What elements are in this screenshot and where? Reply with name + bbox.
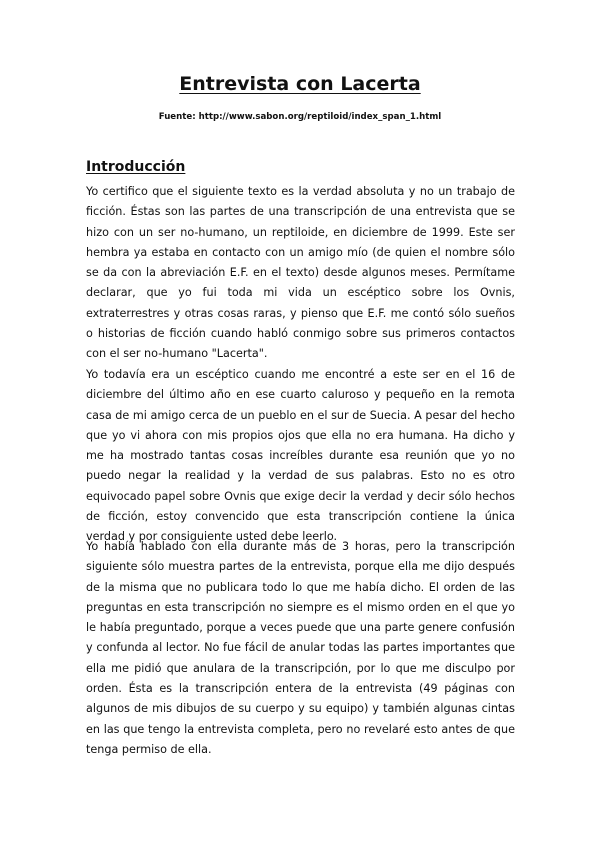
paragraph-1: Yo certifico que el siguiente texto es la verdad absoluta y no un trabajo de ficción. Éstas son las partes de una transcripción de una entrevista que se hizo con un ser no-humano, un reptiloide, en diciembre de 1999. Este ser hembra ya estaba en contacto con un amigo mío (de quien el nombre sólo se da con la abreviación E.F. en el texto) desde algunos meses. Permítame declarar, que yo fui toda mi vida un escéptico sobre los Ovnis, extraterrestres y otras cosas raras, y pienso que E.F. me contó sólo sueños o historias de ficción cuando habló conmigo sobre sus primeros contactos con el ser no-humano "Lacerta". [86, 185, 515, 361]
document-title: Entrevista con Lacerta [179, 73, 421, 95]
paragraph-3: Yo había hablado con ella durante más de 3 horas, pero la transcripción siguiente sólo muestra partes de la entrevista, porque ella me dijo después de la misma que no publicara todo lo que me había dicho. El orden de las preguntas en esta transcripción no siempre es el mismo orden en el que yo le había preguntado, porque a veces puede que una parte genere confusión y confunda al lector. No fue fácil de anular todas las partes importantes que ella me pidió que anulara de la transcripción, por lo que me disculpo por orden. Ésta es la transcripción entera de la entrevista (49 páginas con algunos de mis dibujos de su cuerpo y su equipo) y también algunas cintas en las que tengo la entrevista completa, pero no revelaré esto antes de que tenga permiso de ella. [86, 540, 515, 756]
section-heading-introduccion: Introducción [86, 159, 186, 175]
source-line: Fuente: http://www.sabon.org/reptiloid/index_span_1.html [158, 112, 442, 122]
paragraph-2: Yo todavía era un escéptico cuando me encontré a este ser en el 16 de diciembre del último año en ese cuarto caluroso y pequeño en la remota casa de mi amigo cerca de un pueblo en el sur de Suecia. A pesar del hecho que yo vi ahora con mis propios ojos que ella no era humana. Ha dicho y me ha mostrado tantas cosas increíbles durante esa reunión que yo no puedo negar la realidad y la verdad de sus palabras. Esto no es otro equivocado papel sobre Ovnis que exige decir la verdad y decir sólo hechos de ficción, estoy convencido que esta transcripción contiene la única verdad y por consiguiente usted debe leerlo. [86, 368, 515, 544]
